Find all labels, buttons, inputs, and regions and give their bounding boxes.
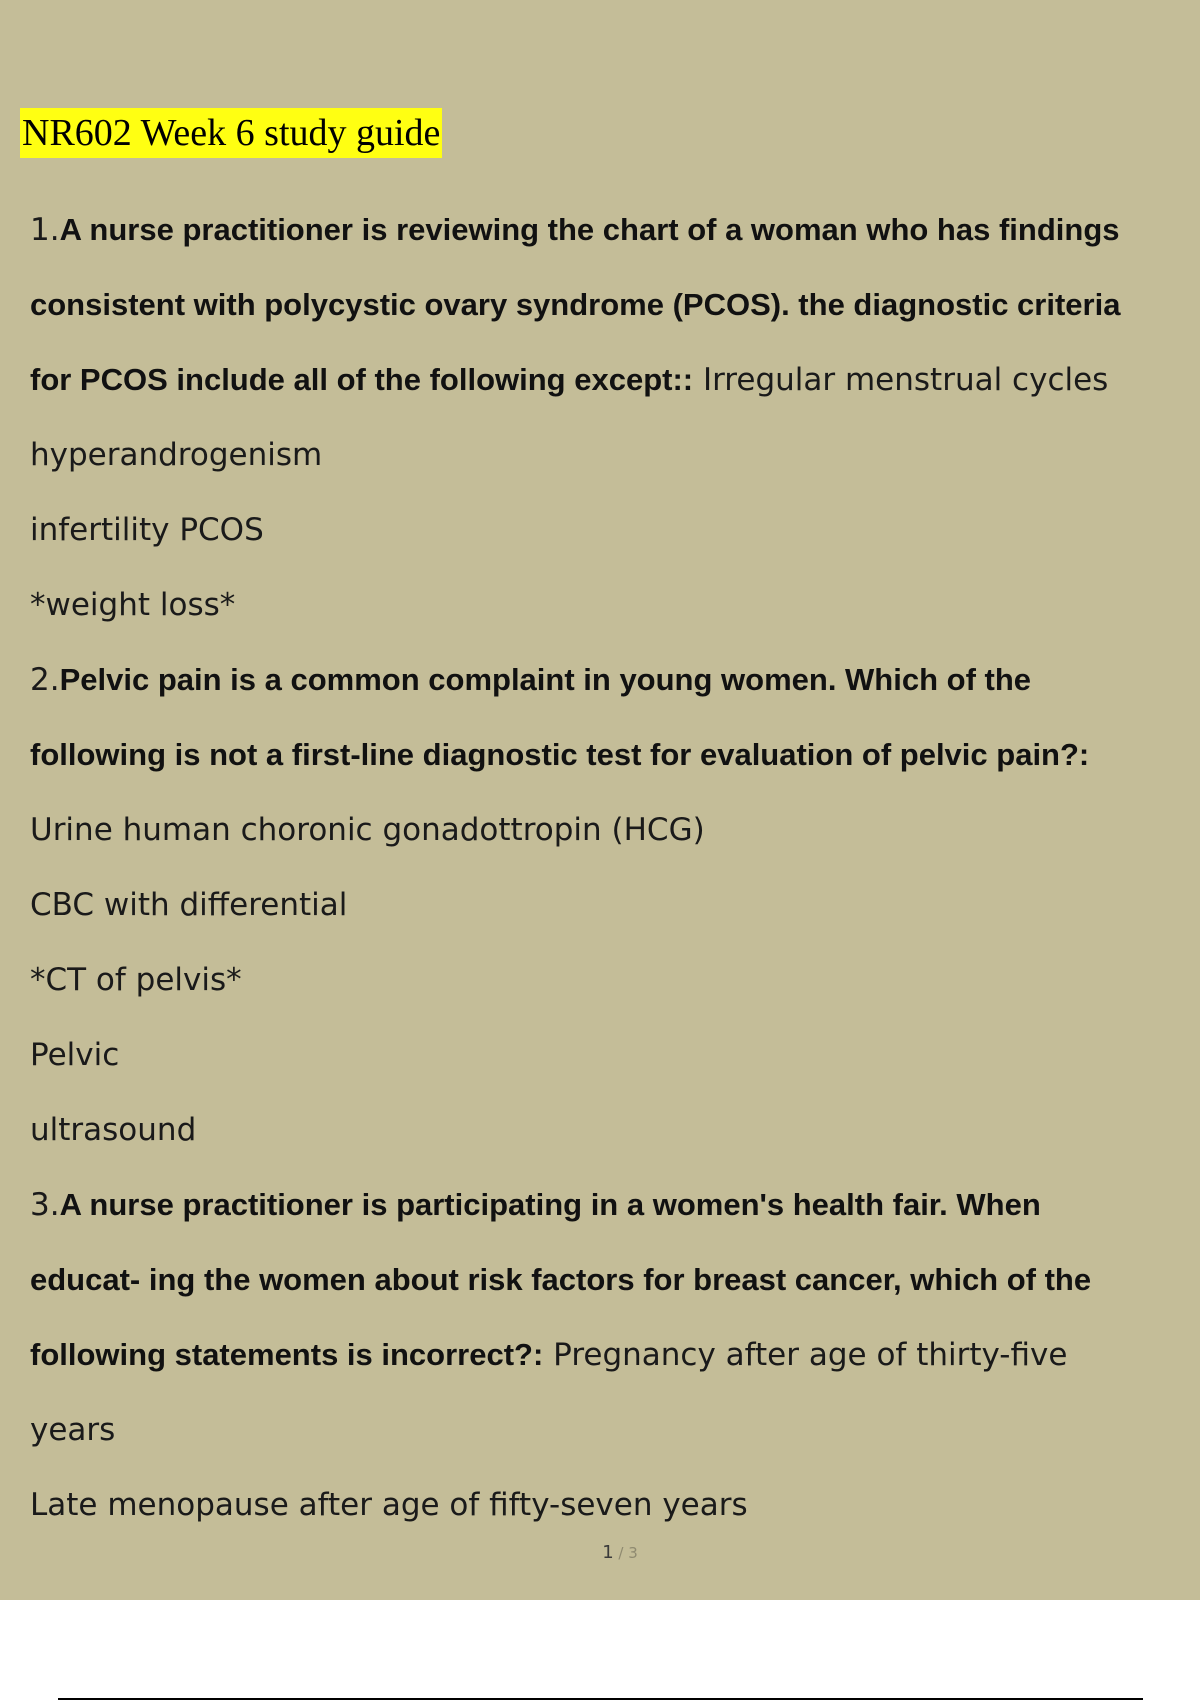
answer-text: infertility PCOS bbox=[30, 512, 264, 548]
text-line bbox=[30, 1467, 1190, 1542]
text-line bbox=[30, 417, 1190, 492]
answer-text: Irregular menstrual cycles bbox=[693, 362, 1109, 398]
text-line bbox=[30, 1392, 1190, 1467]
text-line bbox=[30, 492, 1190, 567]
answer-text: CBC with differential bbox=[30, 887, 348, 923]
text-line bbox=[30, 942, 1190, 1017]
text-line bbox=[30, 192, 1190, 267]
answer-text: Urine human choronic gonadottropin (HCG) bbox=[30, 812, 705, 848]
question-text: following statements is incorrect?: bbox=[30, 1337, 544, 1372]
text-line bbox=[30, 1317, 1190, 1392]
question-text: for PCOS include all of the following except:: bbox=[30, 362, 694, 397]
document-title: NR602 Week 6 study guide bbox=[20, 108, 442, 158]
answer-text: years bbox=[30, 1412, 116, 1448]
page-current: 1 bbox=[602, 1542, 614, 1563]
question-number: 3. bbox=[30, 1187, 60, 1223]
answer-text: *weight loss* bbox=[30, 587, 236, 623]
text-line bbox=[30, 867, 1190, 942]
question-number: 2. bbox=[30, 662, 60, 698]
answer-text: Pelvic bbox=[30, 1037, 120, 1073]
page-total: / 3 bbox=[613, 1544, 638, 1562]
text-line bbox=[30, 1092, 1190, 1167]
text-line bbox=[30, 1167, 1190, 1242]
question-text: Pelvic pain is a common complaint in young women. Which of the bbox=[59, 662, 1032, 697]
question-number: 1. bbox=[30, 212, 60, 248]
text-line bbox=[30, 567, 1190, 642]
answer-text: hyperandrogenism bbox=[30, 437, 323, 473]
answer-text: Pregnancy after age of thirty-five bbox=[543, 1337, 1068, 1373]
text-line bbox=[30, 267, 1190, 342]
question-text: consistent with polycystic ovary syndrome (PCOS). the diagnostic criteria bbox=[30, 287, 1121, 322]
answer-text: *CT of pelvis* bbox=[30, 962, 242, 998]
text-line bbox=[30, 717, 1190, 792]
question-text: A nurse practitioner is reviewing the chart of a woman who has findings bbox=[59, 212, 1120, 247]
question-text: A nurse practitioner is participating in a women's health fair. When bbox=[59, 1187, 1041, 1222]
text-line bbox=[30, 1242, 1190, 1317]
document-content bbox=[30, 192, 1190, 1542]
question-text: following is not a first-line diagnostic test for evaluation of pelvic pain?: bbox=[30, 737, 1090, 772]
page-indicator bbox=[0, 1542, 1200, 1563]
text-line bbox=[30, 792, 1190, 867]
question-text: educat- ing the women about risk factors for breast cancer, which of the bbox=[30, 1262, 1092, 1297]
text-line bbox=[30, 642, 1190, 717]
text-line bbox=[30, 342, 1190, 417]
answer-text: Late menopause after age of fifty-seven years bbox=[30, 1487, 748, 1523]
text-line bbox=[30, 1017, 1190, 1092]
answer-text: ultrasound bbox=[30, 1112, 197, 1148]
